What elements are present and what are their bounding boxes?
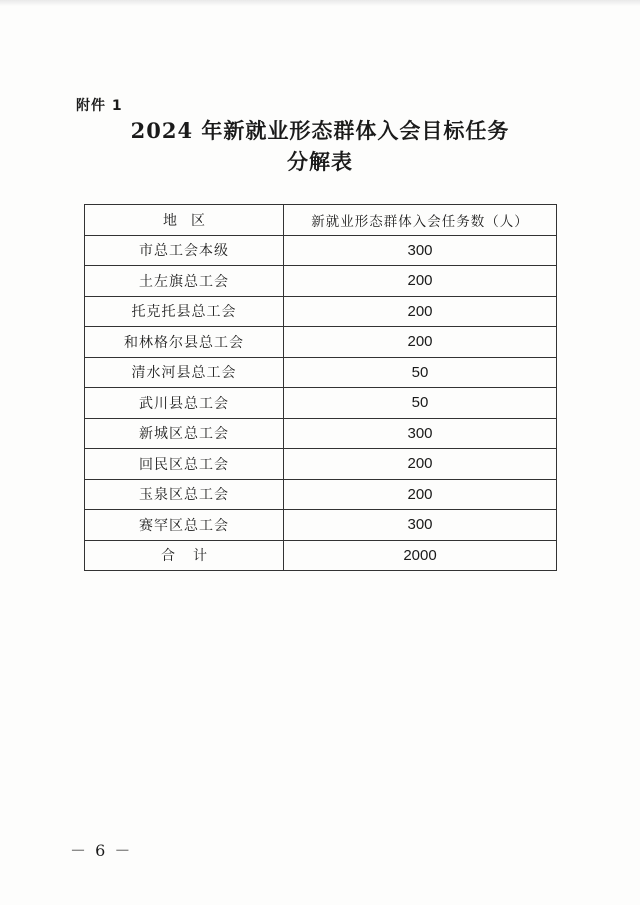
- region-cell: 清水河县总工会: [85, 357, 284, 388]
- count-cell: 200: [284, 449, 557, 480]
- table-row: [85, 479, 557, 510]
- total-label: 合计: [85, 540, 284, 571]
- region-cell: 回民区总工会: [85, 449, 284, 480]
- region-cell: 和林格尔县总工会: [85, 327, 284, 358]
- total-count: 2000: [284, 540, 557, 571]
- table-row: [85, 357, 557, 388]
- table-row: [85, 266, 557, 297]
- count-cell: 300: [284, 510, 557, 541]
- region-cell: 武川县总工会: [85, 388, 284, 419]
- count-cell: 300: [284, 235, 557, 266]
- count-cell: 200: [284, 266, 557, 297]
- region-cell: 玉泉区总工会: [85, 479, 284, 510]
- count-cell: 200: [284, 479, 557, 510]
- region-cell: 市总工会本级: [85, 235, 284, 266]
- region-cell: 托克托县总工会: [85, 296, 284, 327]
- table-row: [85, 296, 557, 327]
- attachment-label: 附件 1: [76, 98, 123, 114]
- count-cell: 200: [284, 296, 557, 327]
- document-title-line-1: 2024 年新就业形态群体入会目标任务: [130, 118, 510, 143]
- count-cell: 300: [284, 418, 557, 449]
- region-cell: 新城区总工会: [85, 418, 284, 449]
- table-row: [85, 449, 557, 480]
- region-cell: 土左旗总工会: [85, 266, 284, 297]
- table-row: [85, 418, 557, 449]
- table-row: [85, 388, 557, 419]
- table-total-row: [85, 540, 557, 571]
- header-region: 地区: [85, 205, 284, 236]
- count-cell: 50: [284, 388, 557, 419]
- table-row: [85, 327, 557, 358]
- scan-edge: [0, 0, 640, 6]
- header-task-count: 新就业形态群体入会任务数（人）: [284, 205, 557, 236]
- table-row: [85, 235, 557, 266]
- count-cell: 200: [284, 327, 557, 358]
- region-cell: 赛罕区总工会: [85, 510, 284, 541]
- table-header-row: [85, 205, 557, 236]
- table-row: [85, 510, 557, 541]
- count-cell: 50: [284, 357, 557, 388]
- page-number: － 6 －: [70, 841, 133, 860]
- task-breakdown-table: [84, 204, 557, 571]
- document-title-line-2: 分解表: [287, 149, 353, 174]
